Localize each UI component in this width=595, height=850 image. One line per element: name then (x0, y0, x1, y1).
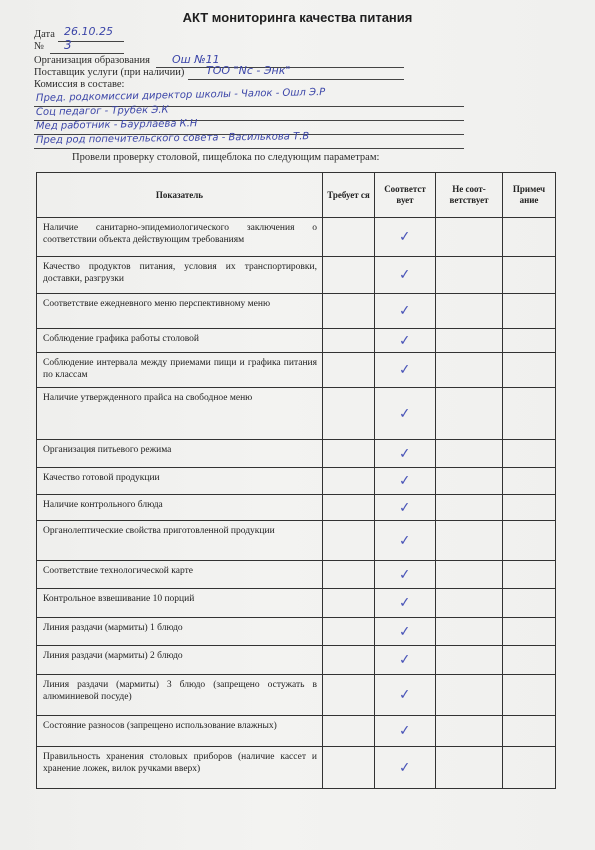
table-row (37, 257, 556, 294)
complies-cell (375, 646, 436, 675)
required-cell (323, 218, 375, 257)
not-complies-cell (436, 618, 503, 646)
not-complies-cell (436, 561, 503, 589)
not-complies-cell (436, 589, 503, 618)
indicator-cell: Контрольное взвешивание 10 порций (37, 589, 323, 618)
table-row (37, 561, 556, 589)
complies-cell (375, 716, 436, 747)
note-cell (503, 646, 556, 675)
note-cell (503, 468, 556, 495)
note-cell (503, 495, 556, 521)
checkmark-icon: ✓ (398, 445, 412, 462)
supplier-underline (188, 79, 404, 80)
note-cell (503, 353, 556, 388)
indicator-cell: Наличие контрольного блюда (37, 495, 323, 521)
table-row (37, 468, 556, 495)
checkmark-icon: ✓ (398, 302, 412, 320)
number-label: № (34, 41, 45, 52)
not-complies-cell (436, 468, 503, 495)
complies-cell (375, 388, 436, 440)
complies-cell (375, 495, 436, 521)
table-row (37, 521, 556, 561)
supplier-label: Поставщик услуги (при наличии) (34, 67, 185, 78)
note-cell (503, 329, 556, 353)
required-cell (323, 257, 375, 294)
complies-cell (375, 468, 436, 495)
checkmark-icon: ✓ (398, 722, 412, 740)
not-complies-cell (436, 388, 503, 440)
complies-cell (375, 329, 436, 353)
not-complies-cell (436, 675, 503, 716)
table-row (37, 329, 556, 353)
number-underline (50, 53, 124, 54)
indicator-cell: Правильность хранения столовых приборов (наличие кассет и хранение ложек, вилок ручками вверх) (37, 747, 323, 789)
indicator-cell: Соблюдение графика работы столовой (37, 329, 323, 353)
not-complies-cell (436, 495, 503, 521)
table-row (37, 440, 556, 468)
indicator-cell: Состояние разносов (запрещено использование влажных) (37, 716, 323, 747)
complies-cell (375, 353, 436, 388)
checkmark-icon: ✓ (398, 472, 412, 490)
complies-cell (375, 294, 436, 329)
table-row (37, 353, 556, 388)
note-cell (503, 388, 556, 440)
checkmark-icon: ✓ (398, 361, 412, 379)
table-row (37, 716, 556, 747)
required-cell (323, 561, 375, 589)
note-cell (503, 716, 556, 747)
checkmark-icon: ✓ (398, 566, 412, 583)
column-header-note: Примеч ание (503, 173, 556, 218)
not-complies-cell (436, 747, 503, 789)
checkmark-icon: ✓ (398, 228, 412, 246)
organization-value: Ош №11 (172, 53, 220, 66)
commission-member-3: Мед работник - Баурлаева К.Н (35, 118, 198, 132)
required-cell (323, 521, 375, 561)
table-row (37, 495, 556, 521)
checkmark-icon: ✓ (398, 532, 412, 549)
organization-label: Организация образования (34, 55, 150, 66)
commission-member-4: Пред род попечительского совета - Василькова Т.В (35, 131, 310, 146)
document-title: АКТ мониторинга качества питания (182, 10, 413, 25)
checkmark-icon: ✓ (398, 594, 412, 612)
not-complies-cell (436, 646, 503, 675)
note-cell (503, 561, 556, 589)
indicator-cell: Качество готовой продукции (37, 468, 323, 495)
note-cell (503, 618, 556, 646)
table-row (37, 294, 556, 329)
required-cell (323, 495, 375, 521)
checkmark-icon: ✓ (398, 332, 412, 349)
complies-cell (375, 561, 436, 589)
checkmark-icon: ✓ (398, 623, 412, 640)
required-cell (323, 747, 375, 789)
intro-text: Провели проверку столовой, пищеблока по следующим параметрам: (72, 152, 380, 163)
note-cell (503, 257, 556, 294)
complies-cell (375, 521, 436, 561)
number-value: 3 (64, 38, 72, 52)
not-complies-cell (436, 257, 503, 294)
not-complies-cell (436, 353, 503, 388)
required-cell (323, 589, 375, 618)
required-cell (323, 675, 375, 716)
indicator-cell: Линия раздачи (мармиты) 2 блюдо (37, 646, 323, 675)
required-cell (323, 294, 375, 329)
note-cell (503, 294, 556, 329)
commission-rule-4 (34, 148, 464, 149)
not-complies-cell (436, 329, 503, 353)
indicator-cell: Наличие санитарно-эпидемиологического заключения о соответствии объекта действующим требованиям (37, 218, 323, 257)
not-complies-cell (436, 521, 503, 561)
complies-cell (375, 747, 436, 789)
checkmark-icon: ✓ (398, 266, 412, 284)
complies-cell (375, 257, 436, 294)
complies-cell (375, 618, 436, 646)
table-row (37, 589, 556, 618)
indicator-cell: Качество продуктов питания, условия их транспортировки, доставки, разгрузки (37, 257, 323, 294)
table-row (37, 675, 556, 716)
required-cell (323, 716, 375, 747)
checkmark-icon: ✓ (398, 651, 412, 669)
table-row (37, 747, 556, 789)
required-cell (323, 353, 375, 388)
required-cell (323, 468, 375, 495)
complies-cell (375, 589, 436, 618)
indicator-cell: Наличие утвержденного прайса на свободное меню (37, 388, 323, 440)
note-cell (503, 747, 556, 789)
checkmark-icon: ✓ (398, 759, 412, 776)
table-row (37, 618, 556, 646)
note-cell (503, 218, 556, 257)
note-cell (503, 440, 556, 468)
not-complies-cell (436, 440, 503, 468)
required-cell (323, 440, 375, 468)
indicator-cell: Линия раздачи (мармиты) 1 блюдо (37, 618, 323, 646)
checkmark-icon: ✓ (398, 686, 412, 704)
table-row (37, 388, 556, 440)
complies-cell (375, 675, 436, 716)
commission-label: Комиссия в составе: (34, 79, 125, 90)
table-row (37, 646, 556, 675)
required-cell (323, 388, 375, 440)
indicator-cell: Органолептические свойства приготовленной продукции (37, 521, 323, 561)
column-header-not-complies: Не соот- ветствует (436, 173, 503, 218)
complies-cell (375, 440, 436, 468)
supplier-value: ТОО "Nс - Энк" (206, 64, 291, 77)
column-header-indicator: Показатель (37, 173, 323, 218)
indicator-cell: Соответствие технологической карте (37, 561, 323, 589)
required-cell (323, 618, 375, 646)
indicator-cell: Соблюдение интервала между приемами пищи и графика питания по классам (37, 353, 323, 388)
not-complies-cell (436, 294, 503, 329)
note-cell (503, 589, 556, 618)
commission-member-2: Соц педагог - Трубек Э.К (35, 104, 169, 118)
note-cell (503, 675, 556, 716)
date-label: Дата (34, 29, 55, 40)
indicator-cell: Соответствие ежедневного меню перспективному меню (37, 294, 323, 329)
indicator-cell: Линия раздачи (мармиты) 3 блюдо (запрещено остужать в алюминиевой посуде) (37, 675, 323, 716)
complies-cell (375, 218, 436, 257)
required-cell (323, 329, 375, 353)
date-value: 26.10.25 (64, 25, 113, 38)
checkmark-icon: ✓ (398, 405, 412, 422)
not-complies-cell (436, 716, 503, 747)
table-row (37, 218, 556, 257)
commission-member-1: Пред. родкомиссии директор школы - Чалок - Ошл Э.Р (35, 86, 326, 104)
required-cell (323, 646, 375, 675)
checkmark-icon: ✓ (398, 499, 412, 516)
monitoring-table (36, 172, 556, 789)
column-header-complies: Соответст вует (375, 173, 436, 218)
not-complies-cell (436, 218, 503, 257)
table-header-row (37, 173, 556, 218)
indicator-cell: Организация питьевого режима (37, 440, 323, 468)
column-header-required: Требует ся (323, 173, 375, 218)
note-cell (503, 521, 556, 561)
